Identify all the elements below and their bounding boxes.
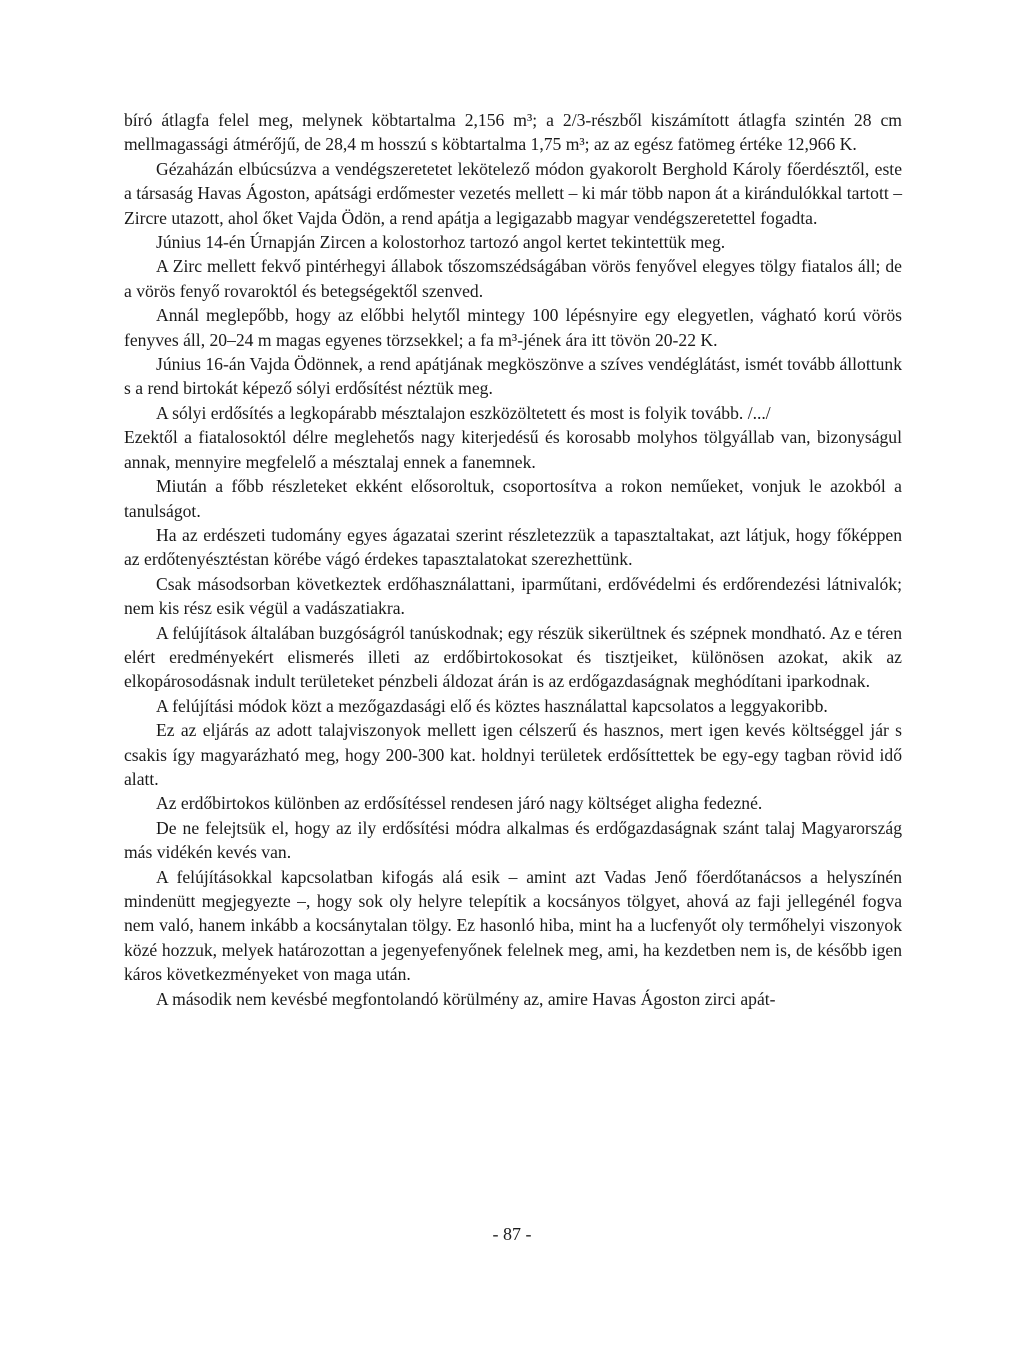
paragraph: A sólyi erdősítés a legkopárabb mésztalajon eszközöltetett és most is folyik tovább. /.../: [156, 402, 771, 423]
paragraph: Az erdőbirtokos különben az erdősítéssel rendesen járó nagy költséget aligha fedezné.: [156, 793, 763, 814]
paragraph: Ha az erdészeti tudomány egyes ágazatai szerint részletezzük a tapasztaltakat, azt látjuk, hogy főképpen az erdőtenyésztéstan körébe vágó érdekes tapasztalatokat szerezhettünk.: [124, 524, 902, 570]
paragraph: Annál meglepőbb, hogy az előbbi helytől mintegy 100 lépésnyire egy elegyetlen, vágható korú vörös fenyves áll, 20–24 m magas egyenes törzsekkel; a fa m³-jének ára itt tövön 20-22 K.: [124, 305, 902, 350]
body-text: [124, 108, 902, 1011]
paragraph: Miután a főbb részleteket ekként elősoroltuk, csoportosítva a rokon neműeket, vonjuk le azokból a tanulságot.: [124, 476, 902, 521]
page-number: - 87 -: [492, 1224, 532, 1244]
paragraph: A felújítási módok közt a mezőgazdasági elő és köztes használattal kapcsolatos a leggyakoribb.: [156, 695, 828, 716]
paragraph: A Zirc mellett fekvő pintérhegyi állabok tőszomszédságában vörös fenyővel elegyes tölgy fiatalos áll; de a vörös fenyő rovaroktól és betegségektől szenved.: [124, 256, 902, 301]
paragraph: De ne felejtsük el, hogy az ily erdősítési módra alkalmas és erdőgazdaságnak szánt talaj Magyarország más vidékén kevés van.: [124, 817, 902, 863]
paragraph: bíró átlagfa felel meg, melynek köbtartalma 2,156 m³; a 2/3-részből kiszámított átlagfa szintén 28 cm mellmagassági átmérőjű, de 28,4 m hosszú s köbtartalma 1,75 m³; az az egész fatömeg értéke 12,966 K.: [124, 110, 902, 155]
paragraph: A felújítások általában buzgóságról tanúskodnak; egy részük sikerültnek és szépnek mondható. Az e téren elért eredményekért elismerés illeti az erdőbirtokosokat és tisztjeiket, különösen azokat, akik az elkopárosodásnak indult területeket pénzbeli áldozat árán is az erdőgazdaságnak meghódítani iparkodnak.: [124, 622, 902, 692]
paragraph: Ez az eljárás az adott talajviszonyok mellett igen célszerű és hasznos, mert igen kevés költséggel jár s csakis így magyarázható meg, hogy 200-300 kat. holdnyi területek erdősíttettek be egy-egy tagban rövid idő alatt.: [124, 720, 902, 789]
paragraph: A második nem kevésbé megfontolandó körülmény az, amire Havas Ágoston zirci apát-: [156, 988, 776, 1009]
paragraph: Június 16-án Vajda Ödönnek, a rend apátjának megköszönve a szíves vendéglátást, ismét tovább állottunk s a rend birtokát képező sólyi erdősítést néztük meg.: [124, 354, 902, 399]
paragraph: Gézaházán elbúcsúzva a vendégszeretetet lekötelező módon gyakorolt Berghold Károly főerdésztől, este a társaság Havas Ágoston, apátsági erdőmester vezetés mellett – ki már több napon át a kirándulókkal tartott – Zircre utazott, ahol őket Vajda Ödön, a rend apátja a legigazabb magyar vendégszeretettel fogadta.: [124, 158, 902, 228]
paragraph: Ezektől a fiatalosoktól délre meglehetős nagy kiterjedésű és korosabb molyhos tölgyállab van, bizonyságul annak, mennyire megfelelő a mésztalaj ennek a fanemnek.: [124, 427, 902, 472]
paragraph: A felújításokkal kapcsolatban kifogás alá esik – amint azt Vadas Jenő főerdőtanácsos a helyszínén mindenütt megjegyezte –, hogy sok oly helyre telepítik a kocsányos tölgyet, ahová az faji jellegénél fogva nem való, hanem inkább a kocsánytalan tölgy. Ez hasonló hiba, mint ha a lucfenyőt oly termőhelyi viszonyok közé hozzuk, melyek határozottan a jegenyefenyőnek felelnek meg, ami, ha kezdetben nem is, de később igen káros következményeket von maga után.: [124, 866, 902, 985]
paragraph: Csak másodsorban következtek erdőhasználattani, iparműtani, erdővédelmi és erdőrendezési látnivalók; nem kis rész esik végül a vadászatiakra.: [124, 573, 902, 619]
paragraph: Június 14-én Úrnapján Zircen a kolostorhoz tartozó angol kertet tekintettük meg.: [156, 232, 726, 253]
